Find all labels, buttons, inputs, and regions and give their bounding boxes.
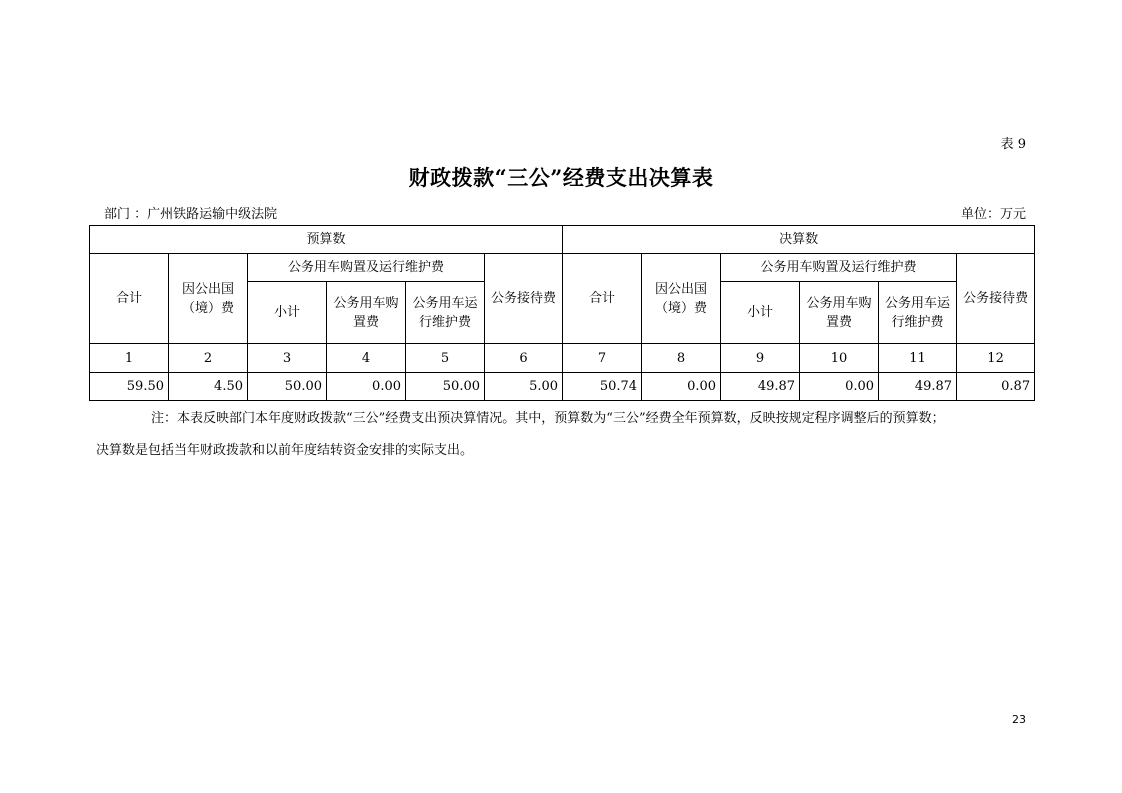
final-abroad-header: 因公出国（境）费 <box>642 254 721 344</box>
value-cell: 59.50 <box>90 373 169 401</box>
index-cell: 9 <box>721 344 800 373</box>
value-cell: 50.00 <box>248 373 327 401</box>
three-public-expenses-table <box>89 225 1035 401</box>
value-row <box>90 373 1035 401</box>
budget-reception-header: 公务接待费 <box>485 254 563 344</box>
budget-vehicle-operation-header: 公务用车运行维护费 <box>406 282 485 344</box>
index-cell: 5 <box>406 344 485 373</box>
budget-vehicle-group-header: 公务用车购置及运行维护费 <box>248 254 485 282</box>
unit-label: 单位：万元 <box>960 207 1026 222</box>
budget-abroad-header: 因公出国（境）费 <box>169 254 248 344</box>
index-cell: 11 <box>879 344 957 373</box>
value-cell: 49.87 <box>721 373 800 401</box>
final-subtotal-header: 小计 <box>721 282 800 344</box>
final-vehicle-group-header: 公务用车购置及运行维护费 <box>721 254 957 282</box>
index-cell: 6 <box>485 344 563 373</box>
budget-vehicle-purchase-header: 公务用车购置费 <box>327 282 406 344</box>
final-vehicle-purchase-header: 公务用车购置费 <box>800 282 879 344</box>
index-cell: 10 <box>800 344 879 373</box>
value-cell: 4.50 <box>169 373 248 401</box>
department-label: 部门 ：广州铁路运输中级法院 <box>104 207 278 222</box>
index-cell: 7 <box>563 344 642 373</box>
final-total-header: 合计 <box>563 254 642 344</box>
table-note-line-2: 决算数是包括当年财政拨款和以前年度结转资金安排的实际支出。 <box>96 443 474 458</box>
final-reception-header: 公务接待费 <box>957 254 1035 344</box>
column-index-row <box>90 344 1035 373</box>
index-cell: 3 <box>248 344 327 373</box>
budget-header: 预算数 <box>90 226 563 254</box>
value-cell: 0.00 <box>800 373 879 401</box>
index-cell: 2 <box>169 344 248 373</box>
index-cell: 4 <box>327 344 406 373</box>
page-number: 23 <box>1012 713 1026 726</box>
final-vehicle-operation-header: 公务用车运行维护费 <box>879 282 957 344</box>
index-cell: 12 <box>957 344 1035 373</box>
budget-total-header: 合计 <box>90 254 169 344</box>
table-number: 表 9 <box>1000 137 1026 152</box>
value-cell: 0.87 <box>957 373 1035 401</box>
page-title: 财政拨款“三公”经费支出决算表 <box>408 165 714 190</box>
index-cell: 1 <box>90 344 169 373</box>
value-cell: 49.87 <box>879 373 957 401</box>
value-cell: 5.00 <box>485 373 563 401</box>
budget-subtotal-header: 小计 <box>248 282 327 344</box>
index-cell: 8 <box>642 344 721 373</box>
table-note-line-1: 注：本表反映部门本年度财政拨款“三公”经费支出预决算情况。其中，预算数为“三公”经费全年预算数，反映按规定程序调整后的预算数； <box>151 411 945 426</box>
value-cell: 0.00 <box>642 373 721 401</box>
final-header: 决算数 <box>563 226 1035 254</box>
value-cell: 50.00 <box>406 373 485 401</box>
value-cell: 0.00 <box>327 373 406 401</box>
value-cell: 50.74 <box>563 373 642 401</box>
